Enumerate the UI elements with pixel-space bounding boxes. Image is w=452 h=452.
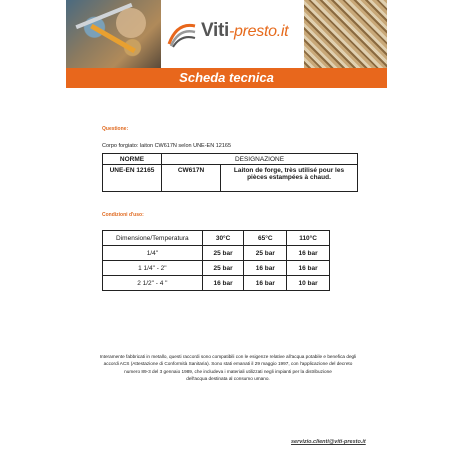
table-cell: 25 bar bbox=[202, 246, 244, 261]
table-cell: 16 bar bbox=[244, 276, 287, 291]
table-cell: 16 bar bbox=[287, 246, 330, 261]
table-cell: 2 1/2" - 4 " bbox=[103, 276, 203, 291]
conditions-table bbox=[102, 230, 330, 291]
designation-header: DESIGNAZIONE bbox=[162, 154, 358, 165]
logo-main: Viti bbox=[201, 20, 230, 41]
table-cell: 10 bar bbox=[287, 276, 330, 291]
logo bbox=[161, 0, 304, 68]
logo-text bbox=[201, 20, 288, 42]
note-line: dell'acqua destinata al consumo umano. bbox=[186, 376, 270, 382]
note-line: Interamente fabbricati in metallo, questi raccordi sono compatibili con le esigenze relative all'acqua potabile e benefica degli bbox=[99, 354, 357, 359]
question-text: Corpo forgiato: laiton CW617N selon UNE-EN 12165 bbox=[102, 143, 232, 149]
table-cell: 1/4" bbox=[103, 246, 203, 261]
logo-suffix: -presto.it bbox=[229, 23, 289, 40]
table-row bbox=[103, 261, 330, 276]
conditions-header: 110°C bbox=[287, 231, 330, 246]
conditions-header: 65°C bbox=[244, 231, 287, 246]
norm-table bbox=[102, 153, 358, 192]
note-line: accordi ACS (Attestazione di Conformità Sanitaria). Sono stati emanati il 29 maggio 1997, con l'applicazione del decreto bbox=[103, 361, 353, 367]
screws-photo bbox=[304, 0, 387, 68]
table-cell: 16 bar bbox=[244, 261, 287, 276]
contact-email-link[interactable]: servizio.clienti@viti-presto.it bbox=[291, 439, 366, 445]
header bbox=[66, 0, 387, 68]
table-row bbox=[103, 276, 330, 291]
table-cell: 16 bar bbox=[287, 261, 330, 276]
table-cell: 25 bar bbox=[244, 246, 287, 261]
logo-swoosh-icon bbox=[167, 18, 197, 48]
norm-value: UNE-EN 12165 bbox=[103, 165, 162, 192]
norm-header: NORME bbox=[103, 154, 162, 165]
conditions-header: 30°C bbox=[202, 231, 244, 246]
table-cell: 1 1/4" - 2" bbox=[103, 261, 203, 276]
note-line: numero 89-3 del 3 gennaio 1989, che includeva i materiali utilizzati negli impianti per la distribuzione bbox=[124, 368, 332, 374]
table-row bbox=[103, 246, 330, 261]
table-cell: 25 bar bbox=[202, 261, 244, 276]
datasheet-page bbox=[66, 0, 387, 452]
alloy-code: CW617N bbox=[162, 165, 221, 192]
compliance-note bbox=[86, 353, 370, 383]
page-title: Scheda tecnica bbox=[179, 70, 274, 85]
tools-photo bbox=[66, 0, 161, 68]
title-banner bbox=[66, 68, 387, 88]
table-cell: 16 bar bbox=[202, 276, 244, 291]
question-label: Questione: bbox=[102, 126, 129, 132]
conditions-header: Dimensione/Temperatura bbox=[103, 231, 203, 246]
alloy-description: Laiton de forge, très utilisé pour les pièces estampées à chaud. bbox=[221, 165, 358, 192]
conditions-label: Condizioni d'uso: bbox=[102, 212, 144, 218]
